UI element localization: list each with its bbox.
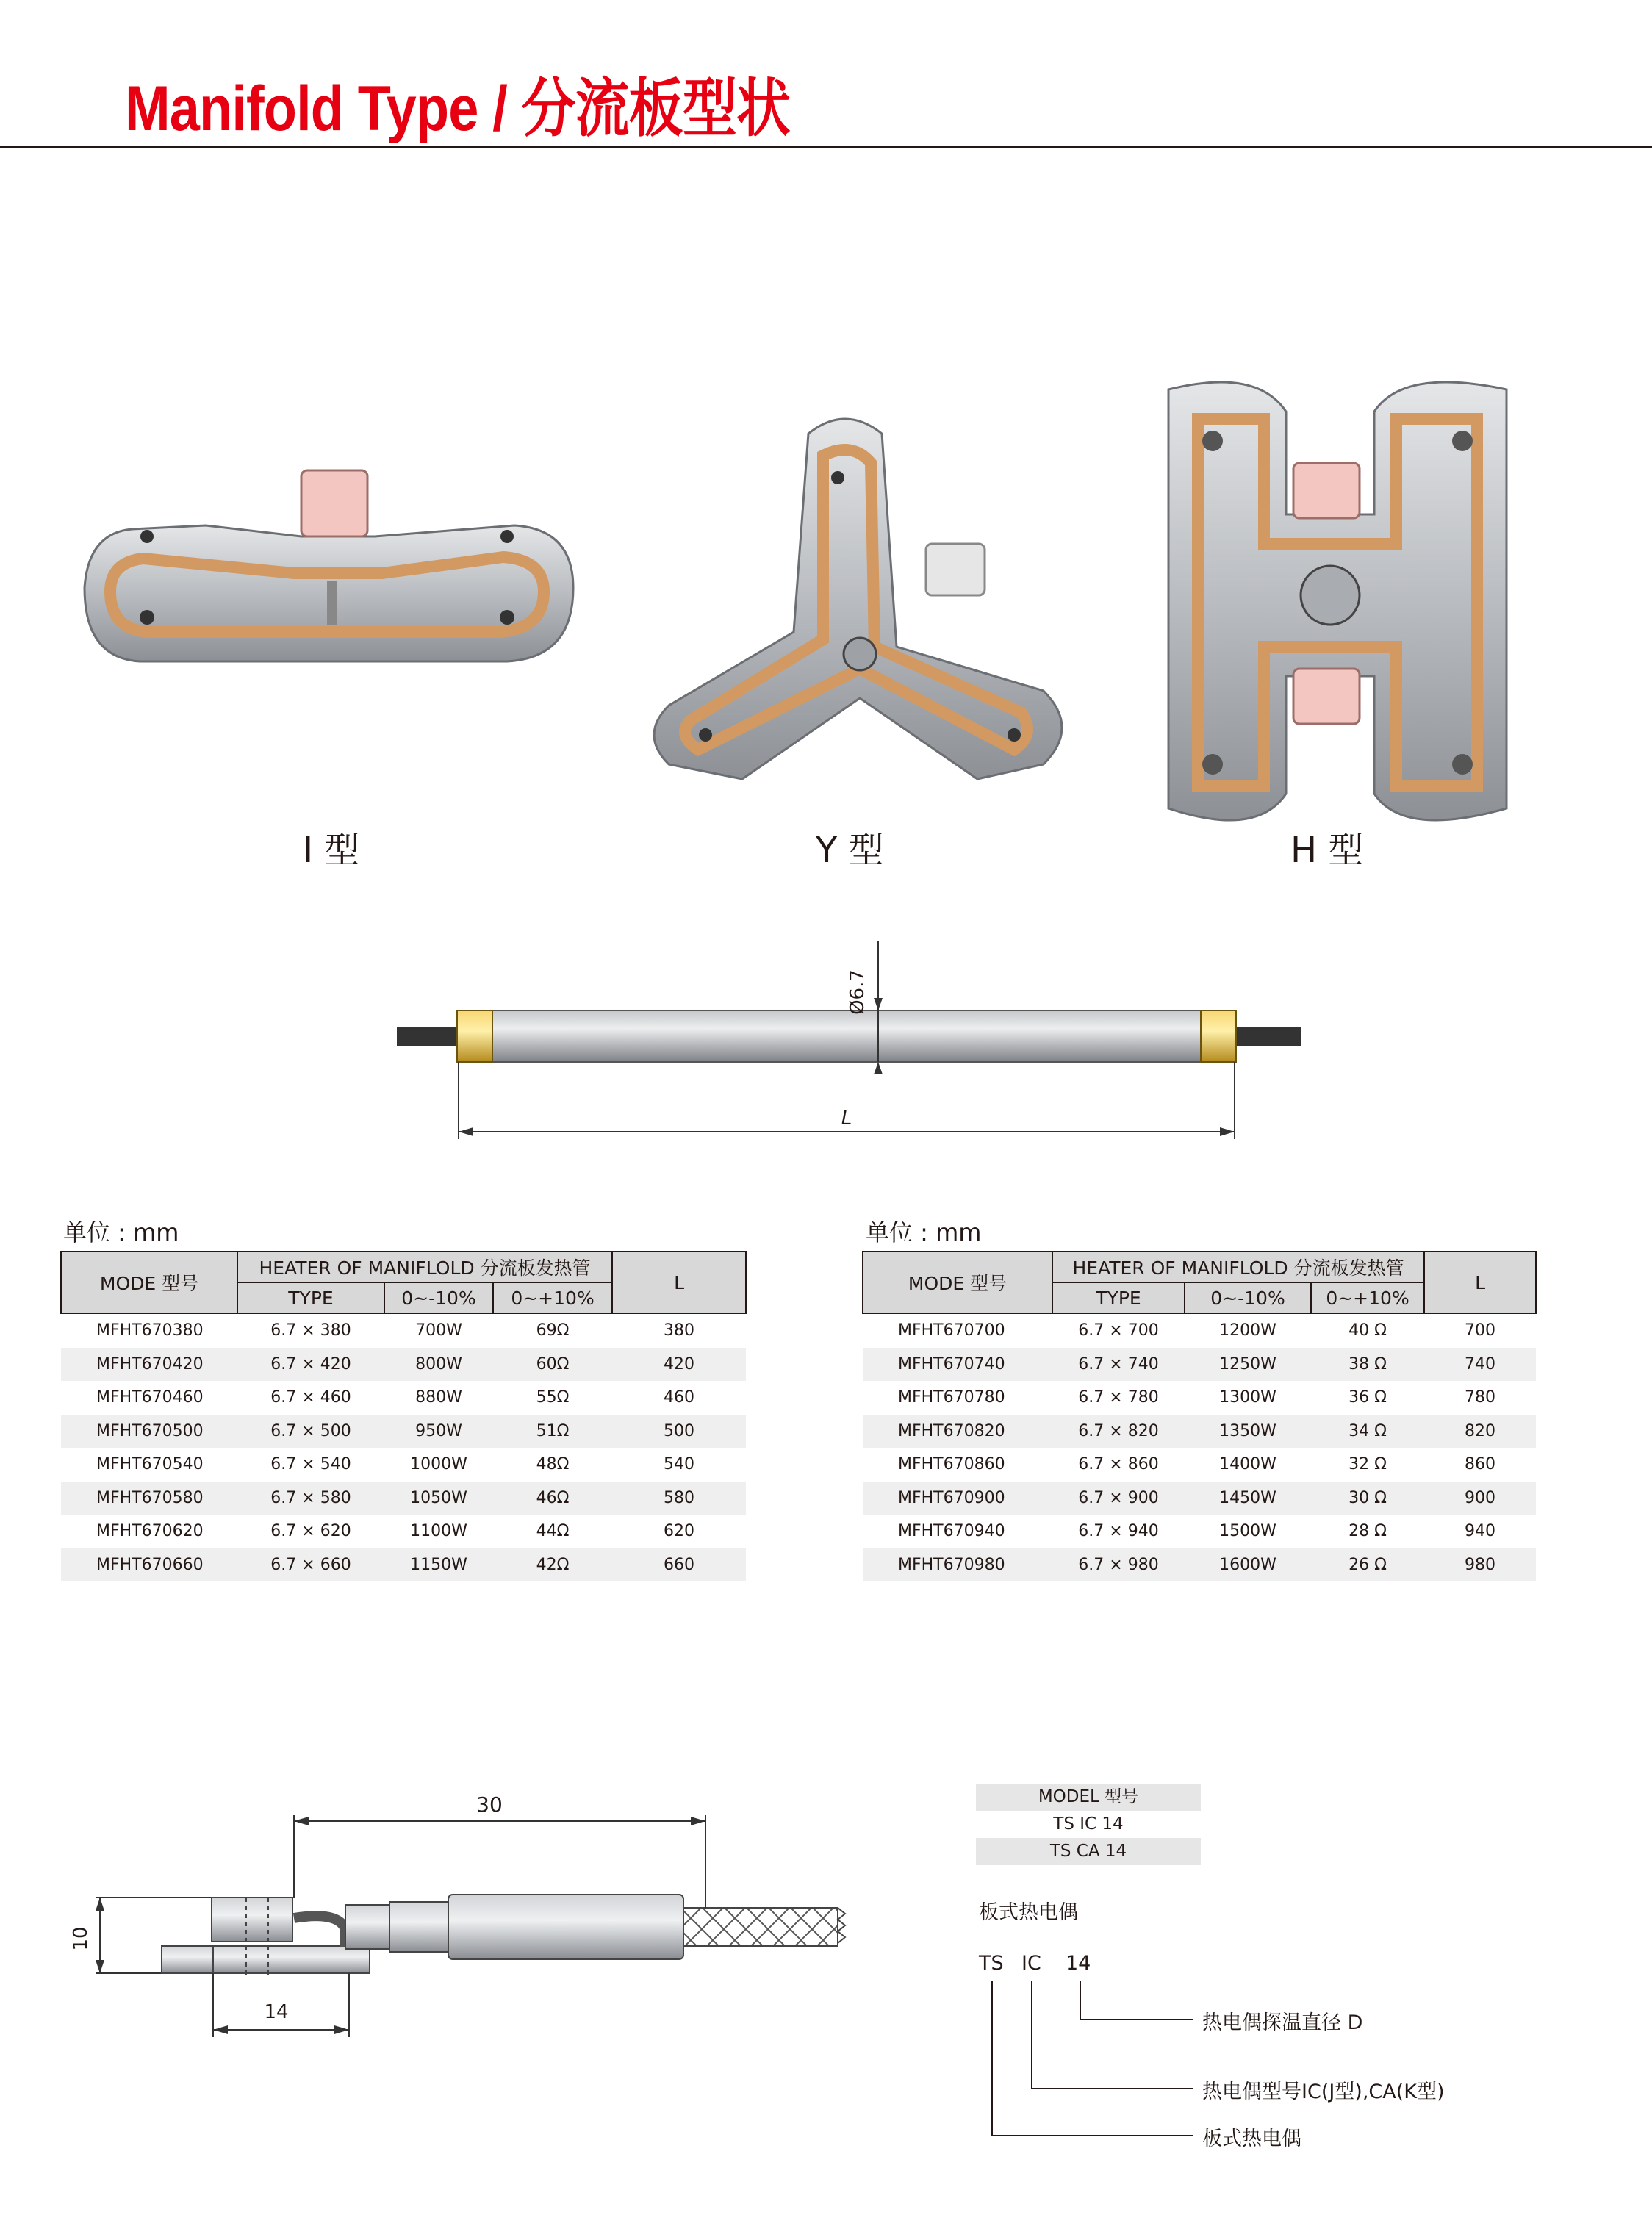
table-row — [61, 1515, 746, 1548]
cell-length: 460 — [664, 1388, 695, 1407]
cell-length: 980 — [1424, 1548, 1536, 1582]
legend-label-type: 热电偶型号IC(J型),CA(K型) — [1202, 2080, 1445, 2103]
table-row — [61, 1482, 746, 1515]
code-part-ic: IC — [1021, 1952, 1041, 1975]
type-header: TYPE — [237, 1282, 384, 1313]
model-table-header: MODEL 型号 — [976, 1784, 1201, 1811]
right-lead-wire — [1227, 1027, 1301, 1046]
i-type-manifold-image — [85, 470, 573, 661]
cell-type: 6.7 × 740 — [1052, 1348, 1185, 1382]
cell-length: 620 — [664, 1522, 695, 1541]
cell-type: 6.7 × 620 — [270, 1522, 351, 1541]
cell-resistance: 42Ω — [493, 1548, 612, 1582]
cell-length: 380 — [664, 1321, 695, 1340]
i-type-caption: I 型 — [303, 830, 360, 871]
left-spec-table — [60, 1251, 747, 1581]
table-row — [863, 1548, 1536, 1582]
length-dimension: 30 — [476, 1792, 503, 1817]
diameter-label: Ø6.7 — [847, 969, 869, 1015]
h-type-manifold-image — [1168, 382, 1506, 820]
cell-resistance: 26 Ω — [1311, 1548, 1424, 1582]
table-row — [863, 1348, 1536, 1382]
table-row — [61, 1313, 746, 1348]
cell-length: 500 — [612, 1415, 746, 1448]
minus-tolerance-header: 0~-10% — [384, 1282, 493, 1313]
cell-length: 780 — [1465, 1388, 1496, 1407]
heater-group-header: HEATER OF MANIFLOLD 分流板发热管 — [237, 1252, 612, 1282]
cell-resistance: 28 Ω — [1348, 1522, 1387, 1541]
cell-resistance: 40 Ω — [1348, 1321, 1387, 1340]
height-dimension: 10 — [70, 1926, 92, 1951]
cell-power: 1600W — [1185, 1548, 1311, 1582]
cell-type: 6.7 × 700 — [1078, 1321, 1159, 1340]
right-spec-table — [862, 1251, 1537, 1581]
table-row — [61, 1548, 746, 1582]
cell-resistance: 30 Ω — [1311, 1482, 1424, 1515]
cell-model: MFHT670420 — [61, 1348, 237, 1382]
cell-power: 1200W — [1219, 1321, 1276, 1340]
cell-model: MFHT670820 — [863, 1415, 1052, 1448]
mode-header: MODE 型号 — [863, 1252, 1052, 1313]
length-header: L — [1424, 1252, 1536, 1313]
cell-power: 1500W — [1219, 1522, 1276, 1541]
legend-title: 板式热电偶 — [979, 1901, 1078, 1924]
manifold-illustrations — [66, 367, 1595, 838]
mode-header: MODE 型号 — [61, 1252, 237, 1313]
cell-resistance: 46Ω — [493, 1482, 612, 1515]
model-table — [976, 1784, 1201, 1865]
page-title: Manifold Type / 分流板型状 — [125, 73, 791, 144]
cell-power: 1100W — [410, 1522, 467, 1541]
y-type-manifold-image — [654, 419, 1062, 779]
cell-power: 1300W — [1219, 1388, 1276, 1407]
cell-power: 950W — [384, 1415, 493, 1448]
cell-length: 740 — [1424, 1348, 1536, 1382]
title-divider — [0, 146, 1652, 148]
table-row — [863, 1482, 1536, 1515]
table-row — [61, 1348, 746, 1382]
cell-power: 800W — [384, 1348, 493, 1382]
plus-tolerance-header: 0~+10% — [493, 1282, 612, 1313]
cell-model: MFHT670660 — [61, 1548, 237, 1582]
cell-model: MFHT670540 — [96, 1455, 204, 1474]
cell-type: 6.7 × 820 — [1052, 1415, 1185, 1448]
cell-resistance: 69Ω — [536, 1321, 570, 1340]
width-dimension: 14 — [264, 2001, 289, 2023]
cell-model: MFHT670940 — [898, 1522, 1005, 1541]
cell-length: 940 — [1465, 1522, 1496, 1541]
right-table-unit: 单位 : mm — [866, 1218, 982, 1246]
legend-leader-lines — [977, 1977, 1198, 2146]
cell-resistance: 51Ω — [493, 1415, 612, 1448]
table-row — [61, 1381, 746, 1415]
cell-power: 700W — [415, 1321, 462, 1340]
cell-model: MFHT670700 — [898, 1321, 1005, 1340]
cell-model: MFHT670580 — [61, 1482, 237, 1515]
code-part-14: 14 — [1066, 1952, 1091, 1975]
cell-model: MFHT670780 — [898, 1388, 1005, 1407]
cell-type: 6.7 × 420 — [237, 1348, 384, 1382]
cell-model: MFHT670380 — [96, 1321, 204, 1340]
table-row — [863, 1381, 1536, 1415]
cell-type: 6.7 × 500 — [237, 1415, 384, 1448]
table-row — [863, 1448, 1536, 1482]
cell-length: 580 — [612, 1482, 746, 1515]
heater-tube-drawing — [382, 919, 1308, 1154]
cell-power: 1250W — [1185, 1348, 1311, 1382]
heater-group-header: HEATER OF MANIFLOLD 分流板发热管 — [1052, 1252, 1424, 1282]
cell-type: 6.7 × 900 — [1052, 1482, 1185, 1515]
cell-model: MFHT670980 — [863, 1548, 1052, 1582]
cell-resistance: 48Ω — [536, 1455, 570, 1474]
left-table-unit: 单位 : mm — [63, 1218, 179, 1246]
model-table-row: TS CA 14 — [976, 1838, 1201, 1865]
plus-tolerance-header: 0~+10% — [1311, 1282, 1424, 1313]
cell-power: 1450W — [1185, 1482, 1311, 1515]
cell-power: 880W — [415, 1388, 462, 1407]
cell-length: 820 — [1424, 1415, 1536, 1448]
table-row — [61, 1448, 746, 1482]
cell-length: 860 — [1465, 1455, 1496, 1474]
table-row — [863, 1313, 1536, 1348]
cell-power: 1050W — [384, 1482, 493, 1515]
cell-resistance: 32 Ω — [1348, 1455, 1387, 1474]
cell-type: 6.7 × 580 — [237, 1482, 384, 1515]
right-brass-cap — [1201, 1010, 1236, 1062]
cell-resistance: 38 Ω — [1311, 1348, 1424, 1382]
cell-model: MFHT670860 — [898, 1455, 1005, 1474]
cell-model: MFHT670740 — [863, 1348, 1052, 1382]
left-brass-cap — [457, 1010, 492, 1062]
cell-type: 6.7 × 380 — [270, 1321, 351, 1340]
code-part-ts: TS — [979, 1952, 1004, 1975]
cell-model: MFHT670900 — [863, 1482, 1052, 1515]
table-row — [61, 1415, 746, 1448]
cell-length: 420 — [612, 1348, 746, 1382]
cell-type: 6.7 × 860 — [1078, 1455, 1159, 1474]
length-label: L — [841, 1107, 852, 1130]
cell-length: 540 — [664, 1455, 695, 1474]
cell-power: 1150W — [384, 1548, 493, 1582]
cell-resistance: 60Ω — [493, 1348, 612, 1382]
cell-type: 6.7 × 660 — [237, 1548, 384, 1582]
y-type-caption: Y 型 — [816, 830, 884, 871]
cell-length: 700 — [1465, 1321, 1496, 1340]
cell-type: 6.7 × 940 — [1078, 1522, 1159, 1541]
cell-resistance: 44Ω — [536, 1522, 570, 1541]
cell-power: 1000W — [410, 1455, 467, 1474]
length-header: L — [612, 1252, 746, 1313]
cell-model: MFHT670620 — [96, 1522, 204, 1541]
tube-body — [492, 1010, 1227, 1062]
legend-label-diameter: 热电偶探温直径 D — [1202, 2011, 1363, 2034]
cell-type: 6.7 × 980 — [1052, 1548, 1185, 1582]
type-header: TYPE — [1052, 1282, 1185, 1313]
cell-model: MFHT670500 — [61, 1415, 237, 1448]
cell-resistance: 34 Ω — [1311, 1415, 1424, 1448]
minus-tolerance-header: 0~-10% — [1185, 1282, 1311, 1313]
cell-power: 1350W — [1185, 1415, 1311, 1448]
table-row — [863, 1415, 1536, 1448]
cell-length: 660 — [612, 1548, 746, 1582]
cell-power: 1400W — [1219, 1455, 1276, 1474]
cell-type: 6.7 × 540 — [270, 1455, 351, 1474]
legend-label-plate: 板式热电偶 — [1202, 2128, 1301, 2150]
cell-length: 900 — [1424, 1482, 1536, 1515]
cell-model: MFHT670460 — [96, 1388, 204, 1407]
table-row — [863, 1515, 1536, 1548]
cell-resistance: 55Ω — [536, 1388, 570, 1407]
h-type-caption: H 型 — [1290, 830, 1364, 871]
model-table-row: TS IC 14 — [1053, 1814, 1124, 1834]
cell-resistance: 36 Ω — [1348, 1388, 1387, 1407]
thermocouple-drawing — [51, 1764, 867, 2043]
cell-type: 6.7 × 460 — [270, 1388, 351, 1407]
cell-type: 6.7 × 780 — [1078, 1388, 1159, 1407]
